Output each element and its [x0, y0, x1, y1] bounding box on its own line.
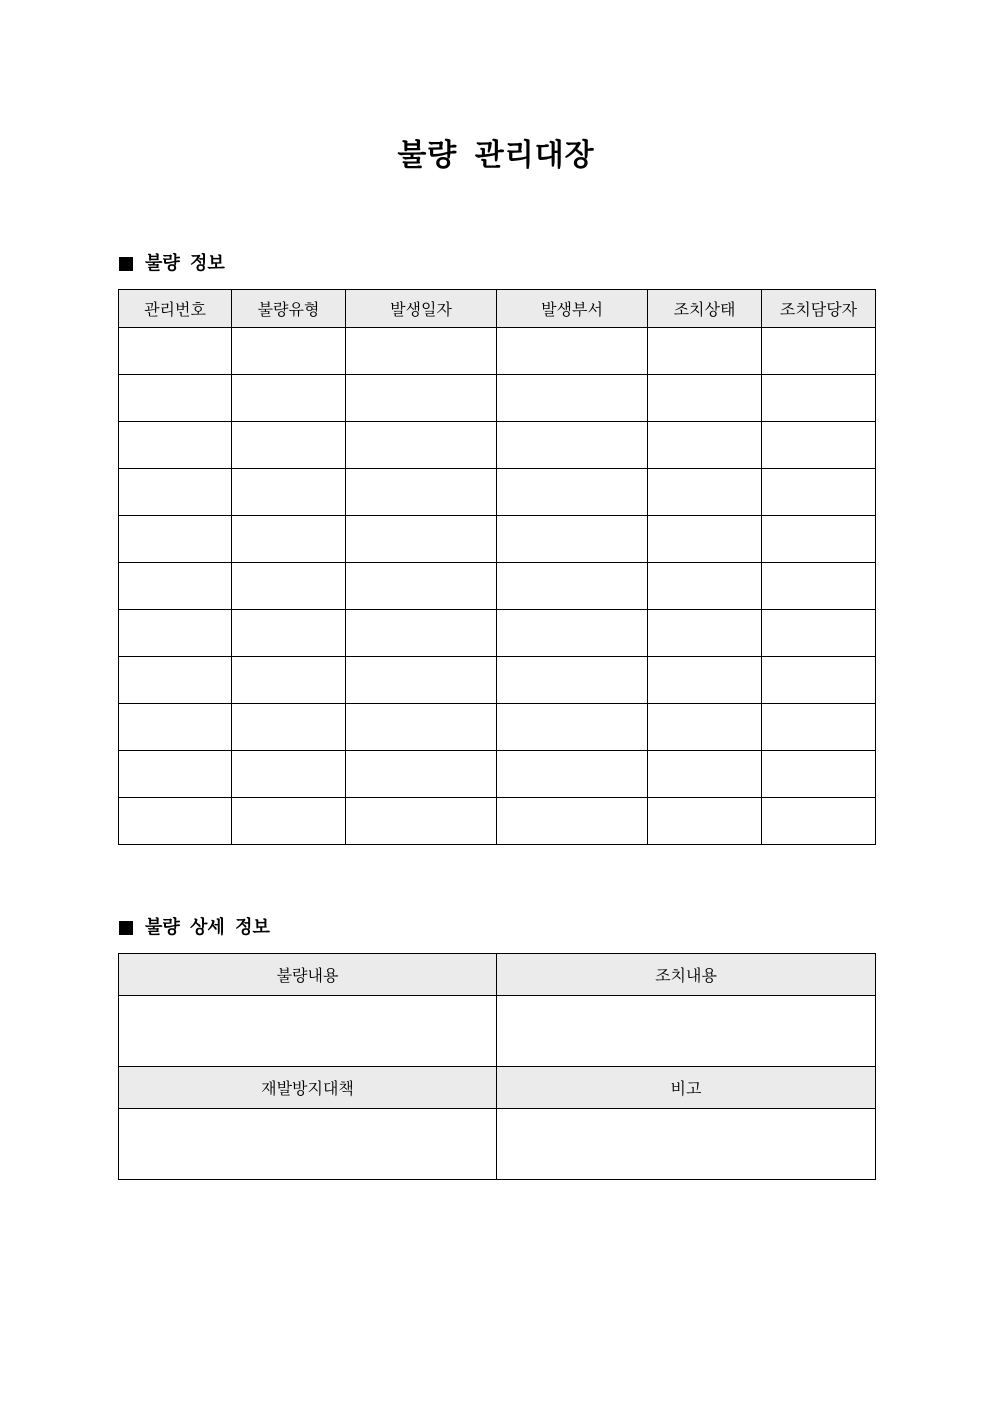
table-cell[interactable]: [232, 751, 346, 798]
table-cell[interactable]: [497, 751, 648, 798]
table-cell[interactable]: [497, 375, 648, 422]
table-cell[interactable]: [648, 375, 762, 422]
table-cell[interactable]: [119, 798, 232, 845]
section-label: 불량 정보: [145, 253, 225, 274]
table-header-row: [119, 290, 876, 328]
table-cell[interactable]: [762, 328, 876, 375]
table-cell[interactable]: [346, 422, 497, 469]
table-cell[interactable]: [346, 798, 497, 845]
page-title: 불량 관리대장: [397, 138, 595, 173]
table-cell[interactable]: [762, 751, 876, 798]
detail-value-row: [119, 996, 876, 1067]
table-row: [119, 798, 876, 845]
table-cell[interactable]: [232, 422, 346, 469]
column-header-management-number: 관리번호: [119, 290, 232, 328]
table-row: [119, 704, 876, 751]
table-cell[interactable]: [119, 657, 232, 704]
header-action-content: 조치내용: [497, 954, 876, 996]
section-title-defect-detail: [119, 916, 270, 940]
table-cell[interactable]: [762, 610, 876, 657]
table-cell[interactable]: [648, 469, 762, 516]
table-cell[interactable]: [119, 469, 232, 516]
column-header-occurrence-department: 발생부서: [497, 290, 648, 328]
cell-remarks[interactable]: [497, 1109, 876, 1180]
table-cell[interactable]: [232, 798, 346, 845]
square-bullet-icon: [119, 257, 133, 271]
table-cell[interactable]: [497, 422, 648, 469]
table-cell[interactable]: [119, 704, 232, 751]
table-cell[interactable]: [497, 563, 648, 610]
section-label: 불량 상세 정보: [145, 917, 270, 938]
table-cell[interactable]: [346, 704, 497, 751]
table-cell[interactable]: [346, 375, 497, 422]
defect-info-table: [118, 289, 876, 845]
cell-action-content[interactable]: [497, 996, 876, 1067]
table-cell[interactable]: [648, 422, 762, 469]
table-cell[interactable]: [762, 375, 876, 422]
table-cell[interactable]: [232, 328, 346, 375]
table-row: [119, 469, 876, 516]
table-cell[interactable]: [762, 469, 876, 516]
detail-value-row: [119, 1109, 876, 1180]
table-row: [119, 516, 876, 563]
table-cell[interactable]: [762, 657, 876, 704]
table-cell[interactable]: [497, 469, 648, 516]
table-cell[interactable]: [119, 375, 232, 422]
table-cell[interactable]: [648, 704, 762, 751]
table-row: [119, 375, 876, 422]
table-cell[interactable]: [232, 704, 346, 751]
table-cell[interactable]: [497, 798, 648, 845]
table-cell[interactable]: [232, 516, 346, 563]
column-header-action-manager: 조치담당자: [762, 290, 876, 328]
table-cell[interactable]: [648, 610, 762, 657]
table-cell[interactable]: [346, 657, 497, 704]
table-cell[interactable]: [232, 563, 346, 610]
table-cell[interactable]: [346, 516, 497, 563]
table-cell[interactable]: [119, 422, 232, 469]
table-cell[interactable]: [232, 469, 346, 516]
detail-header-row: [119, 954, 876, 996]
table-row: [119, 563, 876, 610]
table-cell[interactable]: [762, 422, 876, 469]
table-cell[interactable]: [762, 798, 876, 845]
header-remarks: 비고: [497, 1067, 876, 1109]
table-cell[interactable]: [497, 516, 648, 563]
table-cell[interactable]: [346, 469, 497, 516]
defect-info-body: [119, 328, 876, 845]
table-cell[interactable]: [119, 328, 232, 375]
table-cell[interactable]: [648, 751, 762, 798]
table-cell[interactable]: [346, 563, 497, 610]
column-header-occurrence-date: 발생일자: [346, 290, 497, 328]
header-prevention-measure: 재발방지대책: [119, 1067, 497, 1109]
table-cell[interactable]: [346, 328, 497, 375]
cell-defect-content[interactable]: [119, 996, 497, 1067]
table-cell[interactable]: [648, 657, 762, 704]
table-cell[interactable]: [762, 704, 876, 751]
table-row: [119, 422, 876, 469]
defect-detail-table: [118, 953, 876, 1180]
table-cell[interactable]: [232, 657, 346, 704]
table-cell[interactable]: [232, 375, 346, 422]
detail-header-row: [119, 1067, 876, 1109]
table-cell[interactable]: [119, 516, 232, 563]
cell-prevention-measure[interactable]: [119, 1109, 497, 1180]
table-cell[interactable]: [497, 328, 648, 375]
table-cell[interactable]: [648, 328, 762, 375]
table-cell[interactable]: [346, 610, 497, 657]
header-defect-content: 불량내용: [119, 954, 497, 996]
table-cell[interactable]: [119, 751, 232, 798]
table-cell[interactable]: [648, 563, 762, 610]
column-header-action-status: 조치상태: [648, 290, 762, 328]
table-row: [119, 657, 876, 704]
table-cell[interactable]: [346, 751, 497, 798]
table-cell[interactable]: [762, 516, 876, 563]
table-cell[interactable]: [119, 610, 232, 657]
table-cell[interactable]: [232, 610, 346, 657]
section-title-defect-info: [119, 252, 225, 276]
square-bullet-icon: [119, 921, 133, 935]
table-row: [119, 751, 876, 798]
table-row: [119, 610, 876, 657]
table-cell[interactable]: [648, 798, 762, 845]
column-header-defect-type: 불량유형: [232, 290, 346, 328]
table-cell[interactable]: [497, 610, 648, 657]
table-cell[interactable]: [762, 563, 876, 610]
table-cell[interactable]: [497, 657, 648, 704]
table-cell[interactable]: [497, 704, 648, 751]
table-cell[interactable]: [648, 516, 762, 563]
table-cell[interactable]: [119, 563, 232, 610]
table-row: [119, 328, 876, 375]
